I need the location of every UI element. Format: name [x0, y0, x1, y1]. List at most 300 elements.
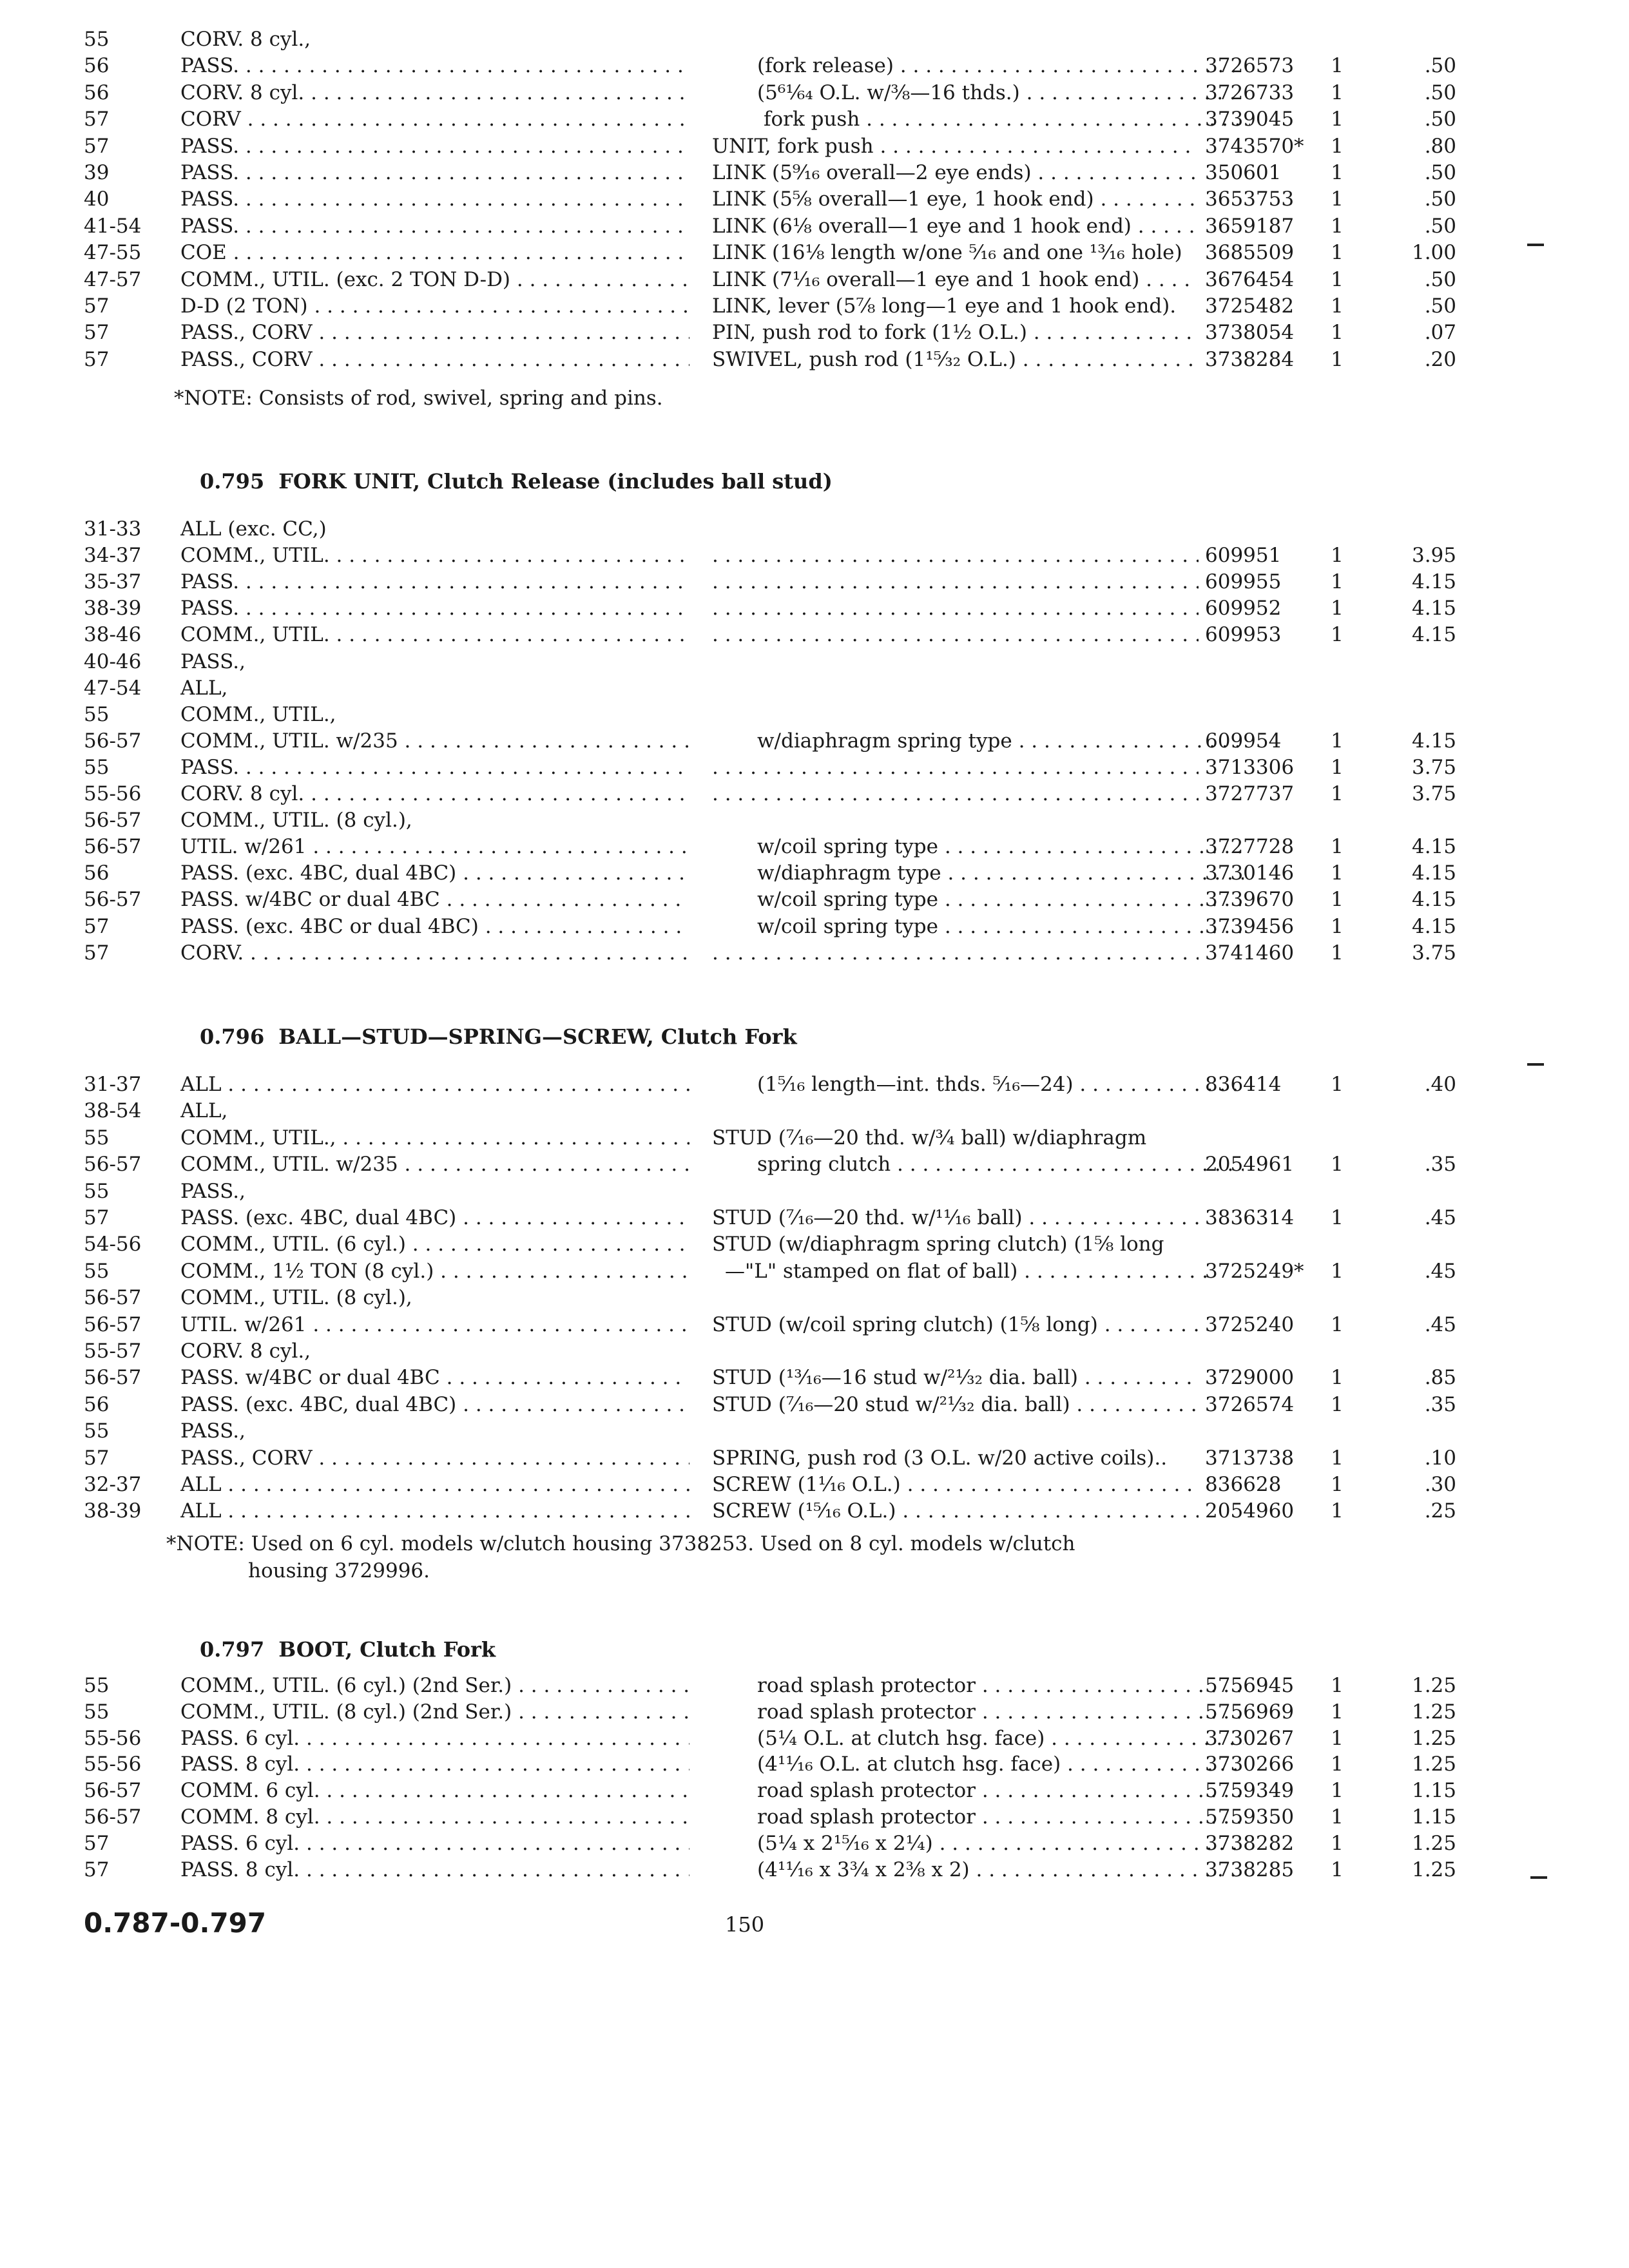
price-cell: .50 [1424, 161, 1456, 184]
price-cell: .50 [1424, 294, 1456, 318]
model-cell: COMM., UTIL., . . . [180, 1124, 689, 1151]
year-cell: 55 [84, 1674, 110, 1697]
quantity-cell: 1 [1331, 1674, 1344, 1697]
quantity-cell: 1 [1331, 134, 1344, 158]
model-cell: PASS., [180, 1179, 246, 1203]
model-cell: PASS. . . . [180, 133, 689, 160]
year-cell: 40 [84, 187, 110, 211]
year-cell: 47-55 [84, 241, 142, 265]
price-cell: .50 [1424, 267, 1456, 291]
price-cell: 4.15 [1411, 597, 1456, 620]
model-cell: PASS., CORV . . . [180, 319, 689, 346]
section-number: 0.795 [200, 469, 265, 494]
price-cell: .50 [1424, 54, 1456, 78]
year-cell: 56-57 [84, 888, 142, 912]
table-row [84, 1856, 1540, 1883]
price-cell: 4.15 [1411, 729, 1456, 753]
table-row [84, 1391, 1540, 1418]
year-cell: 57 [84, 347, 110, 371]
model-cell: ALL . . . [180, 1071, 689, 1098]
year-cell: 41-54 [84, 214, 142, 238]
price-cell: 3.95 [1411, 544, 1456, 568]
table-row [84, 807, 1540, 834]
part-number-cell: 2054961 [1205, 1153, 1295, 1177]
description-cell: PIN, push rod to fork (1½ O.L.) . . . [712, 319, 1199, 346]
model-cell: PASS., CORV . . . [180, 346, 689, 373]
quantity-cell: 1 [1331, 1312, 1344, 1336]
section-title: FORK UNIT, Clutch Release (includes ball stud) [278, 469, 833, 494]
table-row [84, 1418, 1540, 1445]
description-cell: (4¹¹⁄₁₆ O.L. at clutch hsg. face) . . . [712, 1751, 1244, 1778]
description-cell: LINK (6⅛ overall—1 eye and 1 hook end) . . . [712, 213, 1199, 240]
model-cell: PASS. 6 cyl. . . . [180, 1725, 689, 1752]
year-cell: 57 [84, 1206, 110, 1229]
year-cell: 55 [84, 1259, 110, 1283]
table-row [84, 727, 1540, 754]
table-row [84, 939, 1540, 966]
year-cell: 55 [84, 1179, 110, 1203]
year-cell: 55 [84, 1700, 110, 1724]
price-cell: 1.15 [1411, 1805, 1456, 1829]
quantity-cell: 1 [1331, 1473, 1344, 1496]
quantity-cell: 1 [1331, 214, 1344, 238]
year-cell: 55-57 [84, 1340, 142, 1363]
table-row [84, 159, 1540, 186]
table-row [84, 79, 1540, 106]
part-number-cell: 3713306 [1205, 755, 1295, 779]
quantity-cell: 1 [1331, 941, 1344, 965]
page-number: 150 [725, 1912, 765, 1937]
table-row [84, 780, 1540, 807]
year-cell: 55-56 [84, 1726, 142, 1750]
part-number-cell: 5756969 [1205, 1700, 1295, 1724]
table-row [84, 833, 1540, 860]
year-cell: 38-39 [84, 1499, 142, 1523]
description-cell: w/diaphragm spring type . . . [712, 727, 1244, 754]
price-cell: .45 [1424, 1312, 1456, 1336]
part-number-cell: 3739456 [1205, 914, 1295, 938]
model-cell: PASS. 6 cyl. . . . [180, 1830, 689, 1857]
model-cell: ALL . . . [180, 1471, 689, 1498]
price-cell: 4.15 [1411, 914, 1456, 938]
model-cell: PASS., CORV . . . [180, 1445, 689, 1472]
price-cell: .50 [1424, 214, 1456, 238]
table-row [84, 542, 1540, 569]
model-cell: COE . . . [180, 239, 689, 266]
description-cell: w/diaphragm type . . . [712, 860, 1244, 887]
table-row [84, 346, 1540, 373]
year-cell: 57 [84, 108, 110, 131]
description-cell [712, 621, 1199, 648]
price-cell: .45 [1424, 1206, 1456, 1229]
quantity-cell: 1 [1331, 241, 1344, 265]
model-cell: PASS. . . . [180, 568, 689, 595]
price-cell: 3.75 [1411, 941, 1456, 965]
model-cell: PASS., [180, 1419, 246, 1443]
model-cell: COMM., UTIL. w/235 . . . [180, 1151, 689, 1178]
description-cell: STUD (⁷⁄₁₆—20 thd. w/¹¹⁄₁₆ ball) . . . [712, 1204, 1199, 1231]
part-number-cell: 3836314 [1205, 1206, 1295, 1229]
price-cell: .07 [1424, 321, 1456, 345]
table-row [84, 1258, 1540, 1285]
price-cell: 4.15 [1411, 861, 1456, 885]
model-cell: CORV. 8 cyl., [180, 1340, 311, 1363]
quantity-cell: 1 [1331, 861, 1344, 885]
model-cell: COMM., UTIL. (8 cyl.), [180, 1286, 412, 1310]
table-row [84, 1071, 1540, 1098]
model-cell: D-D (2 TON) . . . [180, 293, 689, 320]
part-number-cell: 3685509 [1205, 241, 1295, 265]
year-cell: 38-54 [84, 1099, 142, 1123]
description-cell: (fork release) . . . [712, 52, 1244, 79]
table-row [84, 1311, 1540, 1338]
quantity-cell: 1 [1331, 597, 1344, 620]
price-cell: 4.15 [1411, 888, 1456, 912]
description-cell: LINK (16⅛ length w/one ⁵⁄₁₆ and one ¹³⁄₁₆ hole) [712, 241, 1182, 265]
part-number-cell: 3726573 [1205, 54, 1295, 78]
description-cell [712, 568, 1199, 595]
price-cell: .50 [1424, 108, 1456, 131]
table-row [84, 293, 1540, 320]
price-cell: .40 [1424, 1073, 1456, 1096]
table-row [84, 1231, 1540, 1258]
price-cell: .20 [1424, 347, 1456, 371]
quantity-cell: 1 [1331, 321, 1344, 345]
model-cell: PASS. w/4BC or dual 4BC . . . [180, 886, 689, 913]
part-number-cell: 3739045 [1205, 108, 1295, 131]
price-cell: 1.25 [1411, 1858, 1456, 1881]
part-number-cell: 3713738 [1205, 1446, 1295, 1470]
year-cell: 57 [84, 294, 110, 318]
model-cell: COMM., UTIL., [180, 702, 336, 726]
model-cell: COMM., UTIL. . . . [180, 621, 689, 648]
year-cell: 57 [84, 1858, 110, 1881]
quantity-cell: 1 [1331, 1726, 1344, 1750]
table-row [84, 1097, 1540, 1124]
section-header-0795 [200, 467, 833, 495]
quantity-cell: 1 [1331, 1753, 1344, 1776]
table-row [84, 213, 1540, 240]
description-cell: SWIVEL, push rod (1¹⁵⁄₃₂ O.L.) . . . [712, 346, 1199, 373]
part-number-cell: 350601 [1205, 161, 1282, 184]
table-row [84, 1151, 1540, 1178]
model-cell: COMM., UTIL. (8 cyl.) (2nd Ser.) . . . [180, 1698, 689, 1725]
year-cell: 56 [84, 54, 110, 78]
quantity-cell: 1 [1331, 1206, 1344, 1229]
description-cell: road splash protector . . . [712, 1698, 1244, 1725]
year-cell: 54-56 [84, 1233, 142, 1256]
part-number-cell: 3730266 [1205, 1753, 1295, 1776]
description-cell: STUD (⁷⁄₁₆—20 thd. w/¾ ball) w/diaphragm [712, 1126, 1147, 1149]
model-cell: UTIL. w/261 . . . [180, 833, 689, 860]
table-row [84, 675, 1540, 702]
year-cell: 31-33 [84, 517, 142, 541]
price-cell: .10 [1424, 1446, 1456, 1470]
year-cell: 56-57 [84, 1312, 142, 1336]
model-cell: PASS., [180, 649, 246, 673]
part-number-cell: 3738282 [1205, 1831, 1295, 1855]
model-cell: PASS. . . . [180, 595, 689, 622]
year-cell: 57 [84, 914, 110, 938]
price-cell: 1.15 [1411, 1779, 1456, 1803]
quantity-cell: 1 [1331, 570, 1344, 594]
model-cell: CORV . . . [180, 106, 689, 133]
description-cell: LINK, lever (5⅞ long—1 eye and 1 hook end). [712, 294, 1177, 318]
price-cell: 1.25 [1411, 1700, 1456, 1724]
description-cell: SCREW (1¹⁄₁₆ O.L.) . . . [712, 1471, 1199, 1498]
table-row [84, 52, 1540, 79]
table-row [84, 1803, 1540, 1831]
year-cell: 31-37 [84, 1073, 142, 1096]
quantity-cell: 1 [1331, 1700, 1344, 1724]
table-row [84, 648, 1540, 675]
model-cell: PASS. . . . [180, 754, 689, 781]
quantity-cell: 1 [1331, 835, 1344, 859]
quantity-cell: 1 [1331, 1831, 1344, 1855]
year-cell: 55 [84, 1126, 110, 1149]
model-cell: PASS. (exc. 4BC or dual 4BC) . . . [180, 913, 689, 940]
margin-mark [1527, 1063, 1544, 1066]
part-number-cell: 3725249* [1205, 1259, 1304, 1283]
model-cell: COMM., UTIL. (8 cyl.), [180, 809, 412, 832]
year-cell: 55-56 [84, 782, 142, 805]
description-cell: w/coil spring type . . . [712, 886, 1244, 913]
year-cell: 56-57 [84, 1366, 142, 1390]
part-number-cell: 3727737 [1205, 782, 1295, 805]
model-cell: COMM., UTIL. (6 cyl.) (2nd Ser.) . . . [180, 1672, 689, 1699]
year-cell: 56 [84, 81, 110, 104]
table-row [84, 1364, 1540, 1391]
table-row [84, 568, 1540, 595]
model-cell: COMM., UTIL. . . . [180, 542, 689, 569]
year-cell: 55 [84, 702, 110, 726]
quantity-cell: 1 [1331, 1499, 1344, 1523]
description-cell [712, 780, 1199, 807]
description-cell: STUD (w/coil spring clutch) (1⅝ long) . . . [712, 1311, 1199, 1338]
part-number-cell: 836414 [1205, 1073, 1282, 1096]
note-0796-line1: *NOTE: Used on 6 cyl. models w/clutch housing 3738253. Used on 8 cyl. models w/clutch [166, 1532, 1075, 1555]
model-cell: PASS. . . . [180, 52, 689, 79]
table-row [84, 1725, 1540, 1752]
margin-mark [1527, 244, 1544, 246]
table-row [84, 621, 1540, 648]
table-row [84, 1751, 1540, 1778]
model-cell: CORV. 8 cyl. . . . [180, 780, 689, 807]
description-cell [712, 542, 1199, 569]
quantity-cell: 1 [1331, 914, 1344, 938]
note-0796-line2: housing 3729996. [248, 1559, 430, 1582]
price-cell: .50 [1424, 187, 1456, 211]
table-row [84, 1284, 1540, 1311]
model-cell: COMM., UTIL. (6 cyl.) . . . [180, 1231, 689, 1258]
year-cell: 35-37 [84, 570, 142, 594]
model-cell: ALL, [180, 676, 228, 700]
part-number-cell: 3725240 [1205, 1312, 1295, 1336]
year-cell: 56 [84, 1392, 110, 1416]
quantity-cell: 1 [1331, 187, 1344, 211]
part-number-cell: 3653753 [1205, 187, 1295, 211]
description-cell: LINK (5⅝ overall—1 eye, 1 hook end) . . . [712, 186, 1199, 213]
model-cell: PASS. 8 cyl. . . . [180, 1856, 689, 1883]
quantity-cell: 1 [1331, 54, 1344, 78]
table-row [84, 1178, 1540, 1205]
quantity-cell: 1 [1331, 1366, 1344, 1390]
description-cell: LINK (7¹⁄₁₆ overall—1 eye and 1 hook end) . . . [712, 266, 1199, 293]
table-row [84, 26, 1540, 53]
table-row [84, 886, 1540, 913]
description-cell: UNIT, fork push . . . [712, 133, 1199, 160]
model-cell: CORV. 8 cyl. . . . [180, 79, 689, 106]
section-header-0796 [200, 1023, 797, 1051]
footer-section-range: 0.787-0.797 [84, 1907, 267, 1939]
model-cell: PASS. (exc. 4BC, dual 4BC) . . . [180, 1391, 689, 1418]
price-cell: 1.00 [1411, 241, 1456, 265]
part-number-cell: 609954 [1205, 729, 1282, 753]
price-cell: .35 [1424, 1153, 1456, 1177]
price-cell: 1.25 [1411, 1753, 1456, 1776]
part-number-cell: 3726574 [1205, 1392, 1295, 1416]
part-number-cell: 2054960 [1205, 1499, 1295, 1523]
margin-mark [1530, 1876, 1547, 1879]
part-number-cell: 3741460 [1205, 941, 1295, 965]
part-number-cell: 3659187 [1205, 214, 1295, 238]
year-cell: 57 [84, 321, 110, 345]
part-number-cell: 609951 [1205, 544, 1282, 568]
price-cell: 1.25 [1411, 1831, 1456, 1855]
part-number-cell: 5759350 [1205, 1805, 1295, 1829]
description-cell: fork push . . . [712, 106, 1250, 133]
table-row [84, 860, 1540, 887]
table-row [84, 701, 1540, 728]
model-cell: PASS. . . . [180, 186, 689, 213]
description-cell: STUD (⁷⁄₁₆—20 stud w/²¹⁄₃₂ dia. ball) . . . [712, 1391, 1199, 1418]
table-row [84, 186, 1540, 213]
description-cell: road splash protector . . . [712, 1777, 1244, 1804]
part-number-cell: 609955 [1205, 570, 1282, 594]
model-cell: UTIL. w/261 . . . [180, 1311, 689, 1338]
description-cell: (5¼ x 2¹⁵⁄₁₆ x 2¼) . . . [712, 1830, 1244, 1857]
part-number-cell: 3743570* [1205, 134, 1304, 158]
price-cell: .45 [1424, 1259, 1456, 1283]
description-cell: road splash protector . . . [712, 1672, 1244, 1699]
quantity-cell: 1 [1331, 1153, 1344, 1177]
year-cell: 55 [84, 755, 110, 779]
quantity-cell: 1 [1331, 347, 1344, 371]
model-cell: PASS. (exc. 4BC, dual 4BC) . . . [180, 1204, 689, 1231]
quantity-cell: 1 [1331, 1392, 1344, 1416]
table-row [84, 515, 1540, 543]
table-row [84, 1124, 1540, 1151]
description-cell: LINK (5⁹⁄₁₆ overall—2 eye ends) . . . [712, 159, 1199, 186]
table-row [84, 239, 1540, 266]
description-cell: (5¼ O.L. at clutch hsg. face) . . . [712, 1725, 1244, 1752]
part-number-cell: 3730146 [1205, 861, 1295, 885]
section-number: 0.796 [200, 1024, 265, 1049]
quantity-cell: 1 [1331, 161, 1344, 184]
quantity-cell: 1 [1331, 267, 1344, 291]
table-row [84, 319, 1540, 346]
part-number-cell: 3738285 [1205, 1858, 1295, 1881]
year-cell: 56-57 [84, 1805, 142, 1829]
model-cell: PASS. . . . [180, 159, 689, 186]
quantity-cell: 1 [1331, 108, 1344, 131]
section-number: 0.797 [200, 1637, 265, 1662]
part-number-cell: 3729000 [1205, 1366, 1295, 1390]
table-row [84, 1830, 1540, 1857]
price-cell: 4.15 [1411, 835, 1456, 859]
table-row [84, 1672, 1540, 1699]
price-cell: 1.25 [1411, 1726, 1456, 1750]
price-cell: 4.15 [1411, 570, 1456, 594]
description-cell: (4¹¹⁄₁₆ x 3¾ x 2⅜ x 2) . . . [712, 1856, 1244, 1883]
quantity-cell: 1 [1331, 1805, 1344, 1829]
year-cell: 56-57 [84, 835, 142, 859]
table-row [84, 106, 1540, 133]
model-cell: PASS. . . . [180, 213, 689, 240]
year-cell: 56-57 [84, 809, 142, 832]
description-cell: (5⁶¹⁄₆₄ O.L. w/⅜—16 thds.) . . . [712, 79, 1244, 106]
table-row [84, 1204, 1540, 1231]
model-cell: COMM., UTIL. (exc. 2 TON D-D) . . . [180, 266, 689, 293]
year-cell: 57 [84, 1446, 110, 1470]
model-cell: COMM., UTIL. w/235 . . . [180, 727, 689, 754]
year-cell: 57 [84, 941, 110, 965]
model-cell: PASS. (exc. 4BC, dual 4BC) . . . [180, 860, 689, 887]
model-cell: COMM. 6 cyl. . . . [180, 1777, 689, 1804]
year-cell: 56-57 [84, 1286, 142, 1310]
table-row [84, 1497, 1540, 1524]
quantity-cell: 1 [1331, 782, 1344, 805]
table-row [84, 1338, 1540, 1365]
price-cell: 3.75 [1411, 782, 1456, 805]
part-number-cell: 836628 [1205, 1473, 1282, 1496]
model-cell: COMM. 8 cyl. . . . [180, 1803, 689, 1831]
part-number-cell: 3726733 [1205, 81, 1295, 104]
part-number-cell: 3676454 [1205, 267, 1295, 291]
model-cell: CORV. 8 cyl., [180, 28, 311, 51]
quantity-cell: 1 [1331, 755, 1344, 779]
quantity-cell: 1 [1331, 1858, 1344, 1881]
price-cell: .25 [1424, 1499, 1456, 1523]
table-row [84, 266, 1540, 293]
quantity-cell: 1 [1331, 1446, 1344, 1470]
price-cell: 4.15 [1411, 623, 1456, 647]
table-row [84, 1777, 1540, 1804]
part-number-cell: 3739670 [1205, 888, 1295, 912]
quantity-cell: 1 [1331, 81, 1344, 104]
year-cell: 38-46 [84, 623, 142, 647]
model-cell: ALL, [180, 1099, 228, 1123]
year-cell: 32-37 [84, 1473, 142, 1496]
model-cell: PASS. 8 cyl. . . . [180, 1751, 689, 1778]
description-cell: w/coil spring type . . . [712, 833, 1244, 860]
section-header-0797 [200, 1635, 496, 1664]
price-cell: .30 [1424, 1473, 1456, 1496]
table-row [84, 595, 1540, 622]
year-cell: 55 [84, 28, 110, 51]
quantity-cell: 1 [1331, 1779, 1344, 1803]
year-cell: 56-57 [84, 729, 142, 753]
table-row [84, 754, 1540, 781]
year-cell: 55 [84, 1419, 110, 1443]
part-number-cell: 3738054 [1205, 321, 1295, 345]
part-number-cell: 5759349 [1205, 1779, 1295, 1803]
year-cell: 34-37 [84, 544, 142, 568]
part-number-cell: 3738284 [1205, 347, 1295, 371]
quantity-cell: 1 [1331, 729, 1344, 753]
part-number-cell: 5756945 [1205, 1674, 1295, 1697]
table-row [84, 1698, 1540, 1725]
